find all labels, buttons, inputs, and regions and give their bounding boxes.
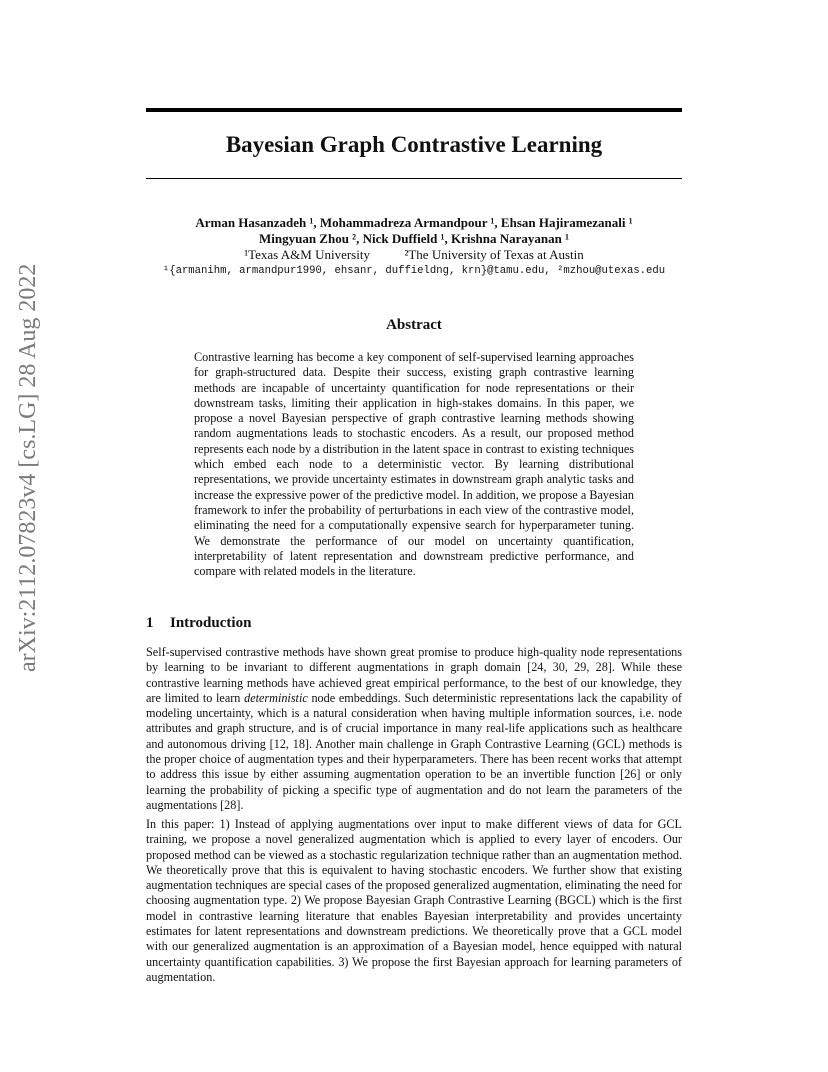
intro-text-e: or only learning the probability of picking a specific type of augmentation and do not learn the parameters of the augmentations <box>146 767 683 812</box>
section-title: Introduction <box>170 615 252 631</box>
intro-paragraph-1 <box>146 645 682 813</box>
author-emails: ¹{armanihm, armandpur1990, ehsanr, duffieldng, krn}@tamu.edu, ²mzhou@utexas.edu <box>162 265 666 277</box>
affiliation-ut-austin: ²The University of Texas at Austin <box>404 247 584 262</box>
intro-text-c: node embeddings. Such deterministic representations lack the capability of modeling uncertainty, which is a natural consideration when having multiple information sources, i.e. node attributes and graph structure, and is of crucial importance in many real-life applications such as healthcare and autonomous driving <box>146 690 682 751</box>
affiliations <box>120 247 708 263</box>
arxiv-identifier: arXiv:2112.07823v4 [cs.LG] 28 Aug 2022 <box>15 263 41 672</box>
section-number: 1 <box>146 615 154 631</box>
citation-link[interactable]: [28] <box>220 797 241 812</box>
intro-paragraph-2: In this paper: 1) Instead of applying augmentations over input to make different views of data for GCL training, we propose a novel generalized augmentation which is applied to every layer of encoders. Our proposed method can be viewed as a stochastic regularization technique rather than an augmentation method. We theoretically prove that this is equivalent to having stochastic encoders. We further show that existing augmentation techniques are special cases of the proposed generalized augmentation, eliminating the need for choosing augmentation type. 2) We propose Bayesian Graph Contrastive Learning (BGCL) which is the first model in contrastive learning literature that enables Bayesian interpretability and provides uncertainty estimates for latent representations and downstream predictions. We theoretically prove that a GCL model with our generalized augmentation is an approximation of a Bayesian model, hence equipped with natural uncertainty quantification capabilities. 3) We propose the first Bayesian approach for learning parameters of augmentation. <box>146 817 682 984</box>
citation-link[interactable]: [12, 18] <box>269 736 309 751</box>
author-line-2: Mingyuan Zhou ², Nick Duffield ¹, Krishna Narayanan ¹ <box>258 231 570 246</box>
paper-title: Bayesian Graph Contrastive Learning <box>225 132 603 157</box>
intro-text-b: . While these contrastive learning methods have achieved great empirical performance, to the best of our knowledge, they are limited to learn <box>146 660 682 705</box>
title-bottom-rule <box>146 178 682 179</box>
intro-text-a: Self-supervised contrastive methods have shown great promise to produce high-quality node representations by learning to be invariant to different augmentations in graph domain <box>146 645 682 675</box>
section-heading <box>146 614 251 632</box>
title-top-rule <box>146 108 682 112</box>
abstract-text: Contrastive learning has become a key component of self-supervised learning approaches for graph-structured data. Despite their success, existing graph contrastive learning methods are incapable of uncertainty quantification for node representations or their downstream tasks, limiting their application in high-stakes domains. In this paper, we propose a novel Bayesian perspective of graph contrastive learning methods showing random augmentations leads to stochastic encoders. As a result, our proposed method represents each node by a distribution in the latent space in contrast to existing techniques which embed each node to a deterministic vector. By learning distributional representations, we provide uncertainty estimates in downstream graph analytic tasks and increase the expressive power of the predictive model. In addition, we propose a Bayesian framework to infer the probability of perturbations in each view of the contrastive model, eliminating the need for a computationally expensive search for hyperparameter tuning. We demonstrate the performance of our model on uncertainty quantification, interpretability of latent representation and downstream predictive performance, and compare with related models in the literature. <box>194 350 634 579</box>
citation-link[interactable]: [26] <box>620 767 641 782</box>
citation-link[interactable]: [24, 30, 29, 28] <box>527 660 612 675</box>
intro-text-d: . Another main challenge in Graph Contrastive Learning (GCL) methods is the proper choice of augmentation types and their hyperparameters. There has been recent works that attempt to address this issue by either assuming augmentation operation to be an invertible function <box>146 736 683 782</box>
author-line-1: Arman Hasanzadeh ¹, Mohammadreza Armandpour ¹, Ehsan Hajiramezanali ¹ <box>195 215 633 230</box>
abstract-heading: Abstract <box>386 317 442 333</box>
affiliation-tamu: ¹Texas A&M University <box>244 247 370 262</box>
intro-text-f: . <box>240 797 244 812</box>
author-block <box>120 215 708 279</box>
emphasis-deterministic: deterministic <box>244 690 308 705</box>
